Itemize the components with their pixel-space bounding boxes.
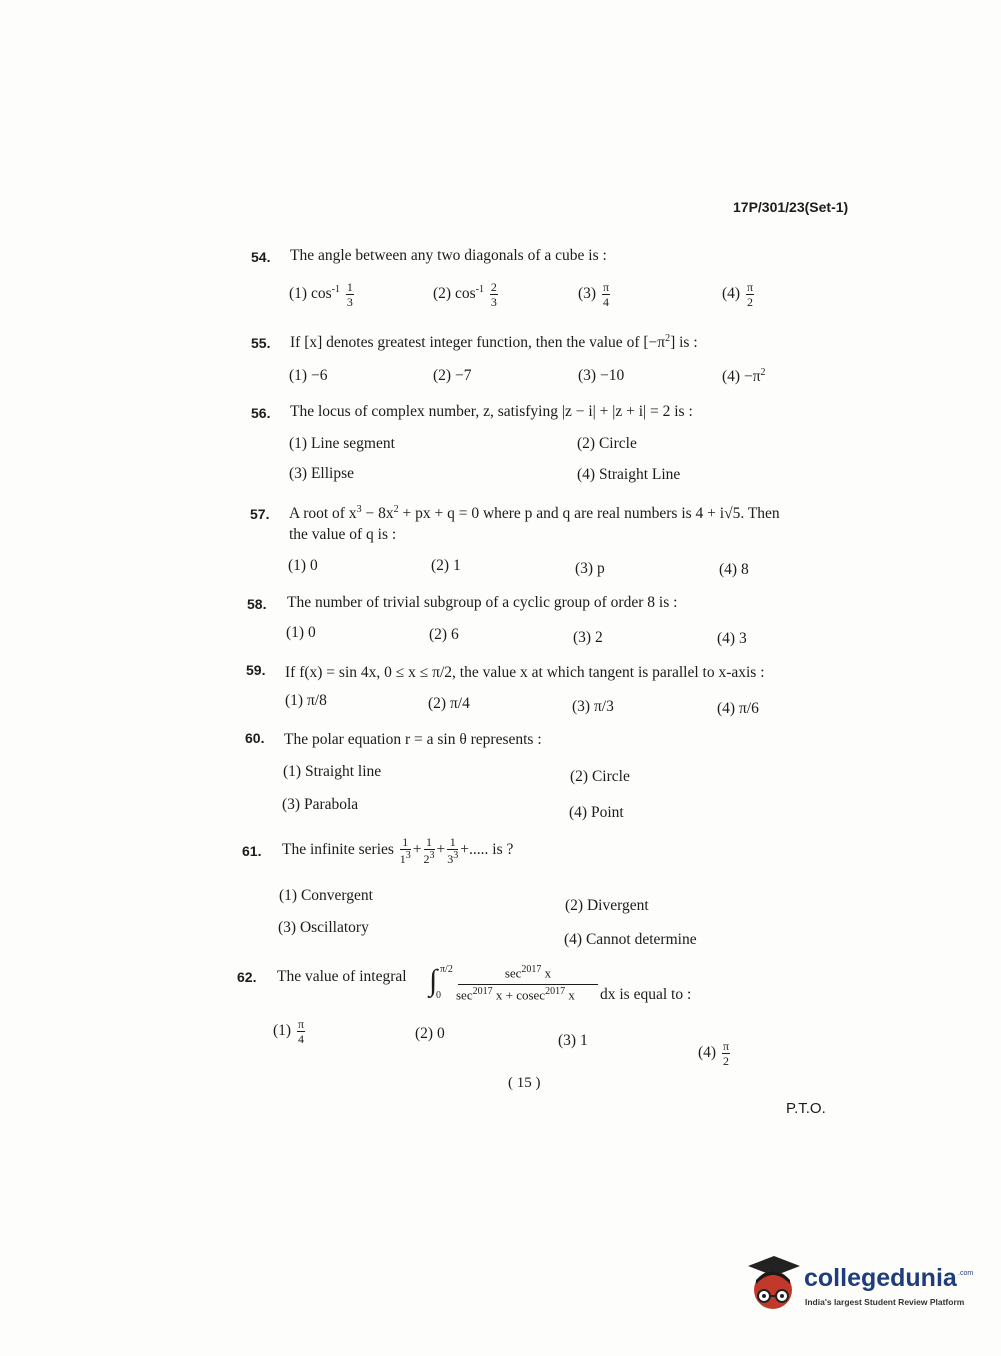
series-term-3: $\frac{1}{3^3}$ [447,835,459,866]
integral-lower-limit: 0 [436,990,441,1001]
option-4: (4) Cannot determine [564,931,697,948]
page-number: ( 15 ) [508,1075,541,1091]
option-1: (1) 0 [288,557,318,574]
question-text: If f(x) = sin 4x, 0 ≤ x ≤ π/2, the value x at which tangent is parallel to x-axis : [285,664,765,681]
option-2: (2) $\cos^{-1}$ $\frac{2}{3}$ [433,280,497,309]
option-3: (3) 1 [558,1032,588,1049]
option-1: (1) π/8 [285,692,327,709]
question-text: A root of $x^3 - 8x^2$ + px + q = 0 where p and q are real numbers is 4 + i√5. Then [289,504,780,523]
option-2: (2) 0 [415,1025,445,1042]
option-4: $(4) -\pi^2$ [722,367,766,386]
option-3: (3) Oscillatory [278,919,369,936]
option-1: (1) Straight line [283,763,382,780]
question-text: The angle between any two diagonals of a cube is : [290,247,607,264]
integrand-numerator: $\sec^{2017} x$ [504,964,552,981]
option-3: (3) Parabola [282,796,359,813]
option-2: (2) −7 [433,367,472,384]
question-text: The polar equation r = a sin θ represents : [284,731,542,748]
question-text: The infinite series $\frac{1}{1^3}$ + $\frac{1}{2^3}$ + $\frac{1}{3^3}$ +..... is ? [282,835,514,866]
question-number: 62. [237,969,257,985]
question-text: The number of trivial subgroup of a cyclic group of order 8 is : [287,594,678,611]
question-number: 54. [251,249,271,265]
option-4: (4) $\frac{\pi}{2}$ [698,1039,730,1068]
question-text: The locus of complex number, z, satisfying |z − i| + |z + i| = 2 is : [290,403,693,420]
option-2: (2) Circle [577,435,637,452]
option-1: (1) $\frac{\pi}{4}$ [273,1017,305,1046]
pto-label: P.T.O. [786,1100,826,1117]
option-4: (4) 3 [717,630,747,647]
logo-wordmark: collegedunia [804,1264,957,1292]
fraction-bar [458,984,598,985]
question-number: 60. [245,730,265,746]
option-4: (4) $\frac{\pi}{2}$ [722,280,754,309]
option-2: (2) 1 [431,557,461,574]
option-3: (3) 2 [573,629,603,646]
option-2: (2) Divergent [565,897,649,914]
collegedunia-mascot-icon [744,1252,802,1314]
question-number: 59. [246,662,266,678]
option-2: (2) π/4 [428,695,470,712]
question-number: 61. [242,843,262,859]
logo-tagline: India's largest Student Review Platform [805,1297,965,1307]
option-1: (1) Line segment [289,435,395,452]
option-2: (2) Circle [570,768,630,785]
option-3: (3) Ellipse [289,465,355,482]
option-1: (1) $\cos^{-1}$ $\frac{1}{3}$ [289,280,353,309]
integral-sign: ∫ [429,964,438,997]
option-3: (3) π/3 [572,698,614,715]
option-4: (4) Point [569,804,624,821]
option-3: (3) p [575,560,605,577]
option-1: (1) −6 [289,367,328,384]
question-text: If [x] denotes greatest integer function, then the value of $[-\pi^2]$ is : [290,333,698,352]
option-4: (4) π/6 [717,700,759,717]
option-2: (2) 6 [429,626,459,643]
series-term-1: $\frac{1}{1^3}$ [399,835,411,866]
question-text: The value of integral [277,968,407,985]
question-number: 58. [247,596,267,612]
integral-upper-limit: π/2 [440,964,453,975]
integrand-denominator: $\sec^{2017} x + cosec^{2017}$ x [456,986,575,1003]
question-number: 57. [250,506,270,522]
paper-code: 17P/301/23(Set-1) [733,199,849,215]
option-1: (1) 0 [286,624,316,641]
option-4: (4) 8 [719,561,749,578]
question-text-end: dx is equal to : [600,986,692,1003]
question-text-line2: the value of q is : [289,526,397,543]
option-3: (3) −10 [578,367,625,384]
option-4: (4) Straight Line [577,466,681,483]
option-1: (1) Convergent [279,887,373,904]
logo-domain: .com [958,1270,974,1277]
question-number: 55. [251,335,271,351]
series-term-2: $\frac{1}{2^3}$ [423,835,435,866]
question-number: 56. [251,405,271,421]
option-3: (3) $\frac{\pi}{4}$ [578,280,610,309]
